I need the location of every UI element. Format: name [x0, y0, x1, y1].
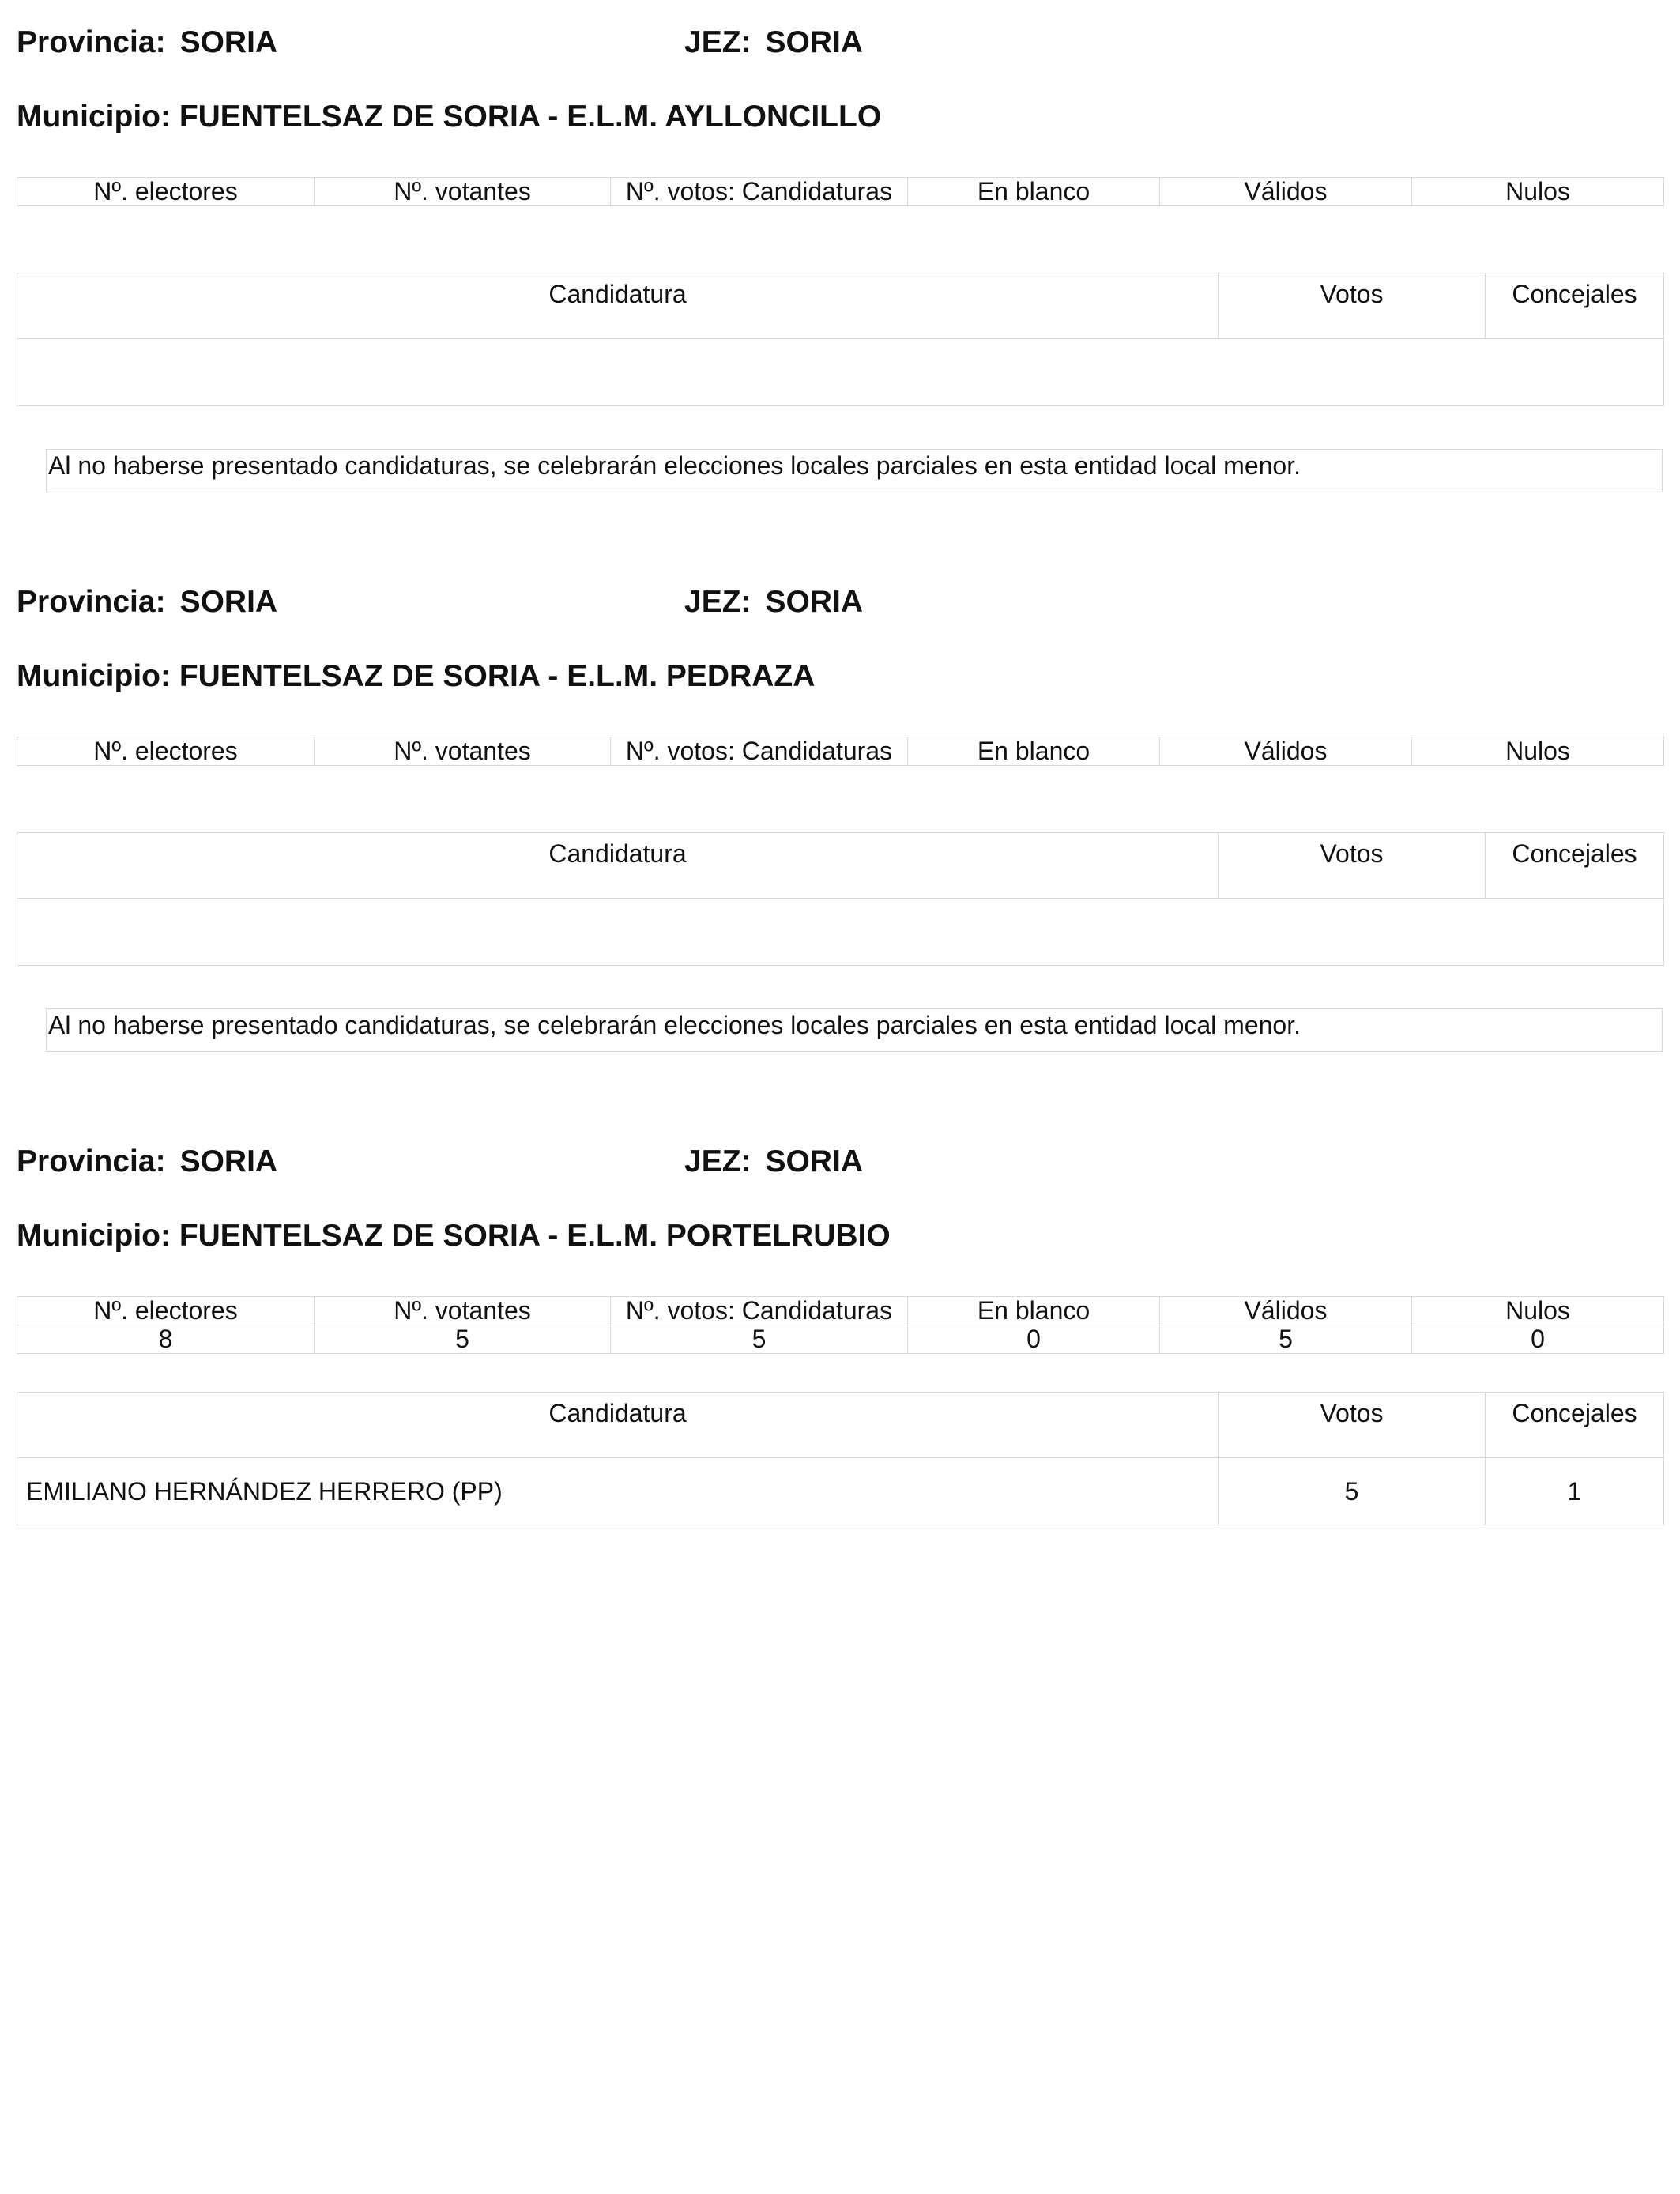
stats-header-cell: Válidos: [1160, 178, 1412, 206]
stats-table: [17, 177, 1664, 206]
votos-header: Votos: [1219, 1393, 1486, 1458]
empty-row: [17, 339, 1664, 406]
stats-table: [17, 737, 1664, 766]
municipio-line: [17, 658, 815, 696]
stats-header-cell: Válidos: [1160, 1297, 1412, 1325]
jez-label: JEZ:: [684, 25, 751, 59]
stats-header-cell: Nº. votos: Candidaturas: [611, 1297, 908, 1325]
municipio-label: Municipio:: [17, 100, 171, 134]
jez-line: [684, 1143, 863, 1181]
candidatura-header: Candidatura: [17, 833, 1219, 899]
candidate-votos: 5: [1219, 1458, 1486, 1525]
stats-header-cell: En blanco: [908, 178, 1160, 206]
stats-table: [17, 1296, 1664, 1354]
candidatura-header-row: [17, 1393, 1664, 1458]
municipio-value: FUENTELSAZ DE SORIA - E.L.M. PORTELRUBIO: [179, 1219, 891, 1253]
provincia-value: SORIA: [179, 585, 278, 619]
provincia-line: [17, 1143, 277, 1181]
stats-value-row: [17, 1325, 1664, 1354]
candidatura-header-row: [17, 833, 1664, 899]
empty-row: [17, 899, 1664, 966]
empty-cell: [17, 899, 1664, 966]
provincia-line: [17, 24, 277, 62]
candidatura-header: Candidatura: [17, 273, 1219, 339]
stats-header-cell: Nº. electores: [17, 737, 315, 766]
nulos-value: 0: [1412, 1325, 1664, 1354]
provincia-value: SORIA: [179, 1144, 278, 1178]
stats-header-cell: En blanco: [908, 1297, 1160, 1325]
jez-value: SORIA: [765, 25, 864, 59]
concejales-header: Concejales: [1486, 1393, 1664, 1458]
jez-line: [684, 24, 863, 62]
provincia-line: [17, 583, 277, 621]
candidatura-header: Candidatura: [17, 1393, 1219, 1458]
jez-label: JEZ:: [684, 1144, 751, 1178]
municipio-label: Municipio:: [17, 1219, 171, 1253]
candidate-name: EMILIANO HERNÁNDEZ HERRERO (PP): [17, 1458, 1219, 1525]
note-box: Al no haberse presentado candidaturas, se celebrarán elecciones locales parciales en esta entidad local menor.: [46, 449, 1663, 492]
votantes-value: 5: [315, 1325, 611, 1354]
provincia-label: Provincia:: [17, 25, 166, 59]
stats-header-cell: Nº. electores: [17, 178, 315, 206]
stats-header-cell: Nº. votantes: [315, 178, 611, 206]
stats-header-cell: Nulos: [1412, 178, 1664, 206]
municipio-line: [17, 98, 881, 136]
jez-value: SORIA: [765, 585, 864, 619]
section-portelrubio: [17, 1143, 1663, 1538]
candidate-row: [17, 1458, 1664, 1525]
municipio-value: FUENTELSAZ DE SORIA - E.L.M. AYLLONCILLO: [179, 100, 882, 134]
provincia-label: Provincia:: [17, 1144, 166, 1178]
jez-line: [684, 583, 863, 621]
concejales-header: Concejales: [1486, 833, 1664, 899]
stats-header-cell: Nulos: [1412, 1297, 1664, 1325]
jez-value: SORIA: [765, 1144, 864, 1178]
stats-header-cell: En blanco: [908, 737, 1160, 766]
stats-header-cell: Nulos: [1412, 737, 1664, 766]
section-aylloncillo: [17, 24, 1663, 498]
stats-header-cell: Nº. votos: Candidaturas: [611, 737, 908, 766]
stats-header-cell: Nº. electores: [17, 1297, 315, 1325]
en-blanco-value: 0: [908, 1325, 1160, 1354]
candidatura-table: [17, 273, 1664, 406]
provincia-label: Provincia:: [17, 585, 166, 619]
jez-label: JEZ:: [684, 585, 751, 619]
municipio-label: Municipio:: [17, 659, 171, 693]
candidatura-header-row: [17, 273, 1664, 339]
candidatura-table: [17, 1392, 1664, 1525]
stats-header-row: [17, 1297, 1664, 1325]
municipio-line: [17, 1217, 891, 1255]
stats-header-row: [17, 737, 1664, 766]
votos-candidaturas-value: 5: [611, 1325, 908, 1354]
note-box: Al no haberse presentado candidaturas, se celebrarán elecciones locales parciales en esta entidad local menor.: [46, 1008, 1663, 1052]
stats-header-cell: Nº. votantes: [315, 1297, 611, 1325]
votos-header: Votos: [1219, 833, 1486, 899]
candidatura-table: [17, 832, 1664, 966]
municipio-value: FUENTELSAZ DE SORIA - E.L.M. PEDRAZA: [179, 659, 816, 693]
empty-cell: [17, 339, 1664, 406]
stats-header-cell: Válidos: [1160, 737, 1412, 766]
votos-header: Votos: [1219, 273, 1486, 339]
validos-value: 5: [1160, 1325, 1412, 1354]
concejales-header: Concejales: [1486, 273, 1664, 339]
section-pedraza: [17, 583, 1663, 1057]
candidate-concejales: 1: [1486, 1458, 1664, 1525]
stats-header-cell: Nº. votos: Candidaturas: [611, 178, 908, 206]
stats-header-cell: Nº. votantes: [315, 737, 611, 766]
stats-header-row: [17, 178, 1664, 206]
electores-value: 8: [17, 1325, 315, 1354]
provincia-value: SORIA: [179, 25, 278, 59]
